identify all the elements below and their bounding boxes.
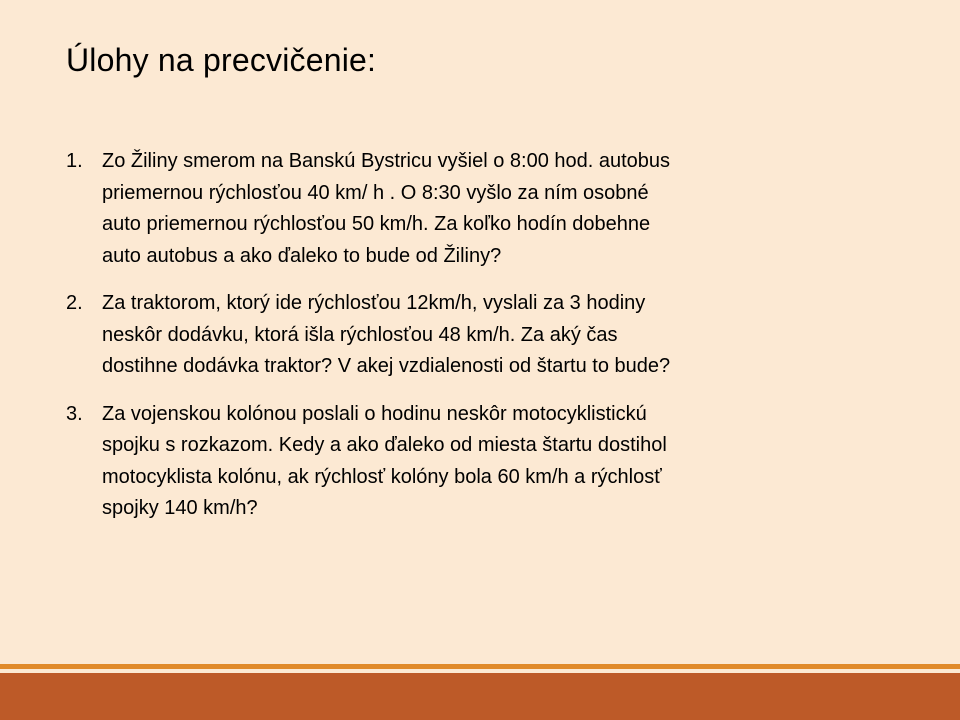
task-text-line: Zo Žiliny smerom na Banskú Bystricu vyšiel o 8:00 hod. autobus	[102, 150, 671, 172]
task-text-line: auto priemernou rýchlosťou 50 km/h. Za koľko hodín dobehne	[102, 213, 651, 235]
task-item-2	[66, 288, 806, 383]
footer-band	[0, 673, 960, 720]
task-list	[66, 146, 806, 541]
task-text-line: neskôr dodávku, ktorá išla rýchlosťou 48 km/h. Za aký čas	[102, 323, 618, 346]
task-number: 2.	[66, 292, 83, 314]
task-text-line: spojky 140 km/h?	[102, 497, 258, 519]
task-item-1	[66, 146, 806, 272]
slide-title: Úlohy na precvičenie:	[66, 42, 377, 78]
task-text-line: Za vojenskou kolónou poslali o hodinu neskôr motocyklistickú	[102, 402, 647, 425]
task-text-line: auto autobus a ako ďaleko to bude od Žiliny?	[102, 244, 502, 267]
task-text-line: Za traktorom, ktorý ide rýchlosťou 12km/h, vyslali za 3 hodiny	[102, 292, 646, 314]
task-item-3	[66, 399, 806, 525]
task-number: 1.	[66, 150, 83, 172]
task-text-line: priemernou rýchlosťou 40 km/ h . O 8:30 vyšlo za ním osobné	[102, 181, 649, 204]
task-text-line: dostihne dodávka traktor? V akej vzdialenosti od štartu to bude?	[102, 355, 671, 377]
task-text-line: motocyklista kolónu, ak rýchlosť kolóny bola 60 km/h a rýchlosť	[102, 465, 662, 488]
task-text-line: spojku s rozkazom. Kedy a ako ďaleko od miesta štartu dostihol	[102, 434, 667, 456]
task-number: 3.	[66, 402, 83, 425]
